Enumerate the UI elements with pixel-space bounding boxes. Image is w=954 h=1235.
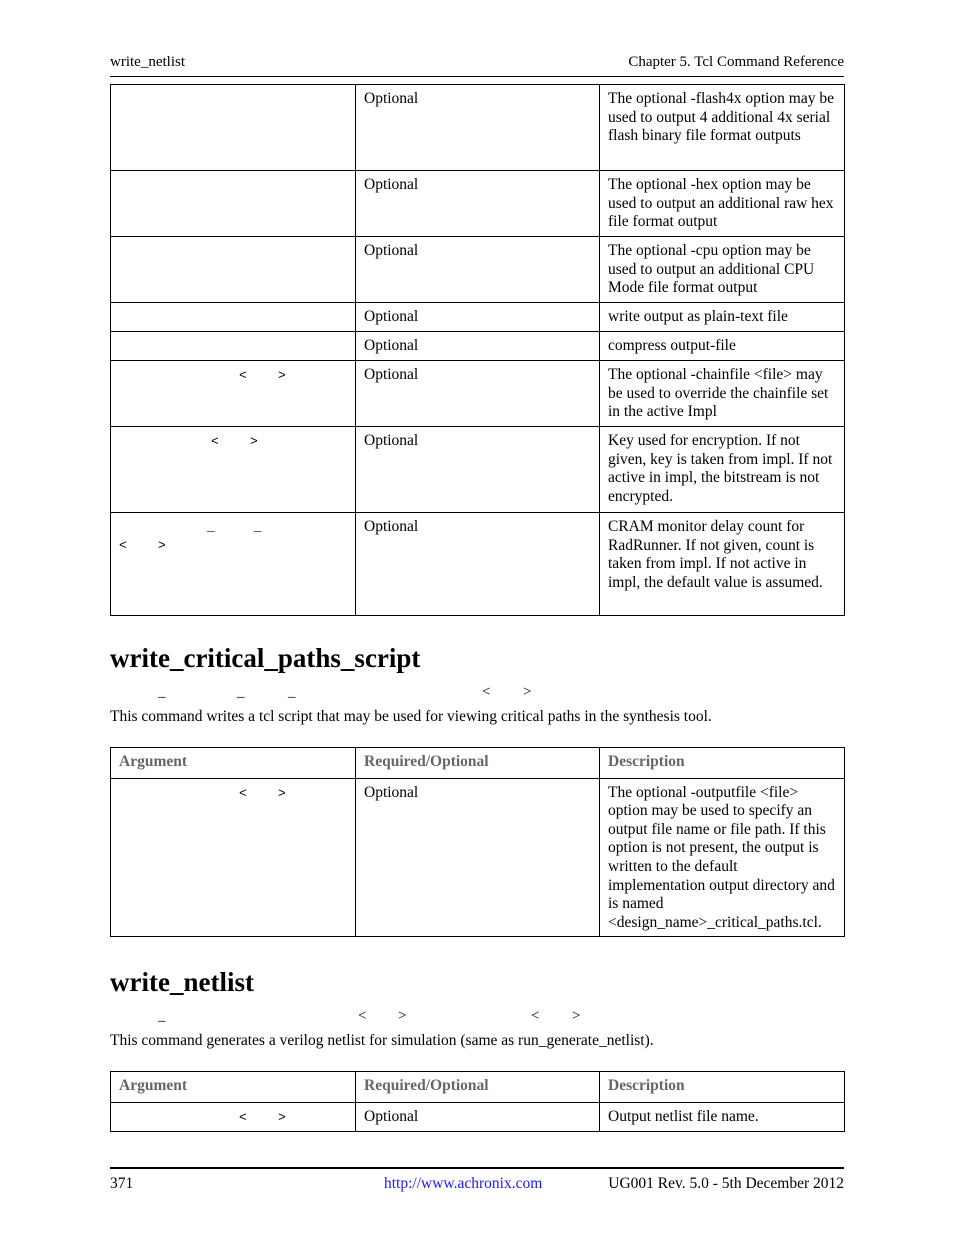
table-row	[111, 427, 845, 513]
description-cell: Output netlist file name.	[600, 1102, 845, 1132]
description-cell: The optional -cpu option may be used to output an additional CPU Mode file format output	[600, 237, 845, 303]
header-section-name: write_netlist	[110, 54, 185, 70]
header-chapter-title: Chapter 5. Tcl Command Reference	[628, 54, 844, 70]
table-row	[111, 171, 845, 237]
required-cell: Optional	[356, 1102, 600, 1132]
argument-cell	[111, 85, 356, 171]
required-cell: Optional	[356, 171, 600, 237]
column-header-description: Description	[600, 748, 845, 779]
argument-cell: < >	[111, 1102, 356, 1132]
table-row	[111, 303, 845, 332]
options-table-continued	[110, 84, 845, 616]
column-header-argument: Argument	[111, 1072, 356, 1103]
description-cell: CRAM monitor delay count for RadRunner. If not given, count is taken from impl. If not active in impl, the default value is assumed.	[600, 513, 845, 616]
table-row	[111, 513, 845, 616]
table-row	[111, 237, 845, 303]
page-footer	[110, 1167, 844, 1192]
description-cell: The optional -chainfile <file> may be used to override the chainfile set in the active Impl	[600, 361, 845, 427]
description-cell: Key used for encryption. If not given, key is taken from impl. If not active in impl, the bitstream is not encrypted.	[600, 427, 845, 513]
column-header-required: Required/Optional	[356, 1072, 600, 1103]
column-header-description: Description	[600, 1072, 845, 1103]
argument-cell: < >	[111, 361, 356, 427]
section-description: This command generates a verilog netlist for simulation (same as run_generate_netlist).	[110, 1032, 654, 1049]
table-row	[111, 778, 845, 937]
section-description: This command writes a tcl script that may be used for viewing critical paths in the synthesis tool.	[110, 708, 712, 725]
required-cell: Optional	[356, 427, 600, 513]
argument-cell: _ _ < >	[111, 513, 356, 616]
page-number: 371	[110, 1175, 134, 1192]
required-cell: Optional	[356, 303, 600, 332]
description-cell: compress output-file	[600, 332, 845, 361]
arguments-table-write-critical-paths-script	[110, 747, 845, 937]
argument-cell	[111, 237, 356, 303]
argument-cell: < >	[111, 427, 356, 513]
argument-cell	[111, 303, 356, 332]
table-row	[111, 332, 845, 361]
column-header-required: Required/Optional	[356, 748, 600, 779]
required-cell: Optional	[356, 361, 600, 427]
description-cell: The optional -flash4x option may be used to output 4 additional 4x serial flash binary file format outputs	[600, 85, 845, 171]
required-cell: Optional	[356, 778, 600, 937]
argument-cell	[111, 171, 356, 237]
table-row	[111, 361, 845, 427]
required-cell: Optional	[356, 332, 600, 361]
section-title-write-netlist: write_netlist	[110, 967, 254, 997]
table-row	[111, 1102, 845, 1132]
website-link[interactable]: http://www.achronix.com	[384, 1175, 543, 1192]
required-cell: Optional	[356, 513, 600, 616]
document-revision: UG001 Rev. 5.0 - 5th December 2012	[608, 1175, 844, 1192]
required-cell: Optional	[356, 85, 600, 171]
description-cell: write output as plain-text file	[600, 303, 845, 332]
argument-cell: < >	[111, 778, 356, 937]
section-title-write-critical-paths-script: write_critical_paths_script	[110, 643, 421, 673]
column-header-argument: Argument	[111, 748, 356, 779]
running-header	[110, 54, 844, 77]
required-cell: Optional	[356, 237, 600, 303]
description-cell: The optional -hex option may be used to output an additional raw hex file format output	[600, 171, 845, 237]
arguments-table-write-netlist	[110, 1071, 845, 1132]
argument-cell	[111, 332, 356, 361]
table-row	[111, 85, 845, 171]
description-cell: The optional -outputfile <file> option may be used to specify an output file name or file path. If this option is not present, the output is written to the default implementation output directory and is named <design_name>_critical_paths.tcl.	[600, 778, 845, 937]
